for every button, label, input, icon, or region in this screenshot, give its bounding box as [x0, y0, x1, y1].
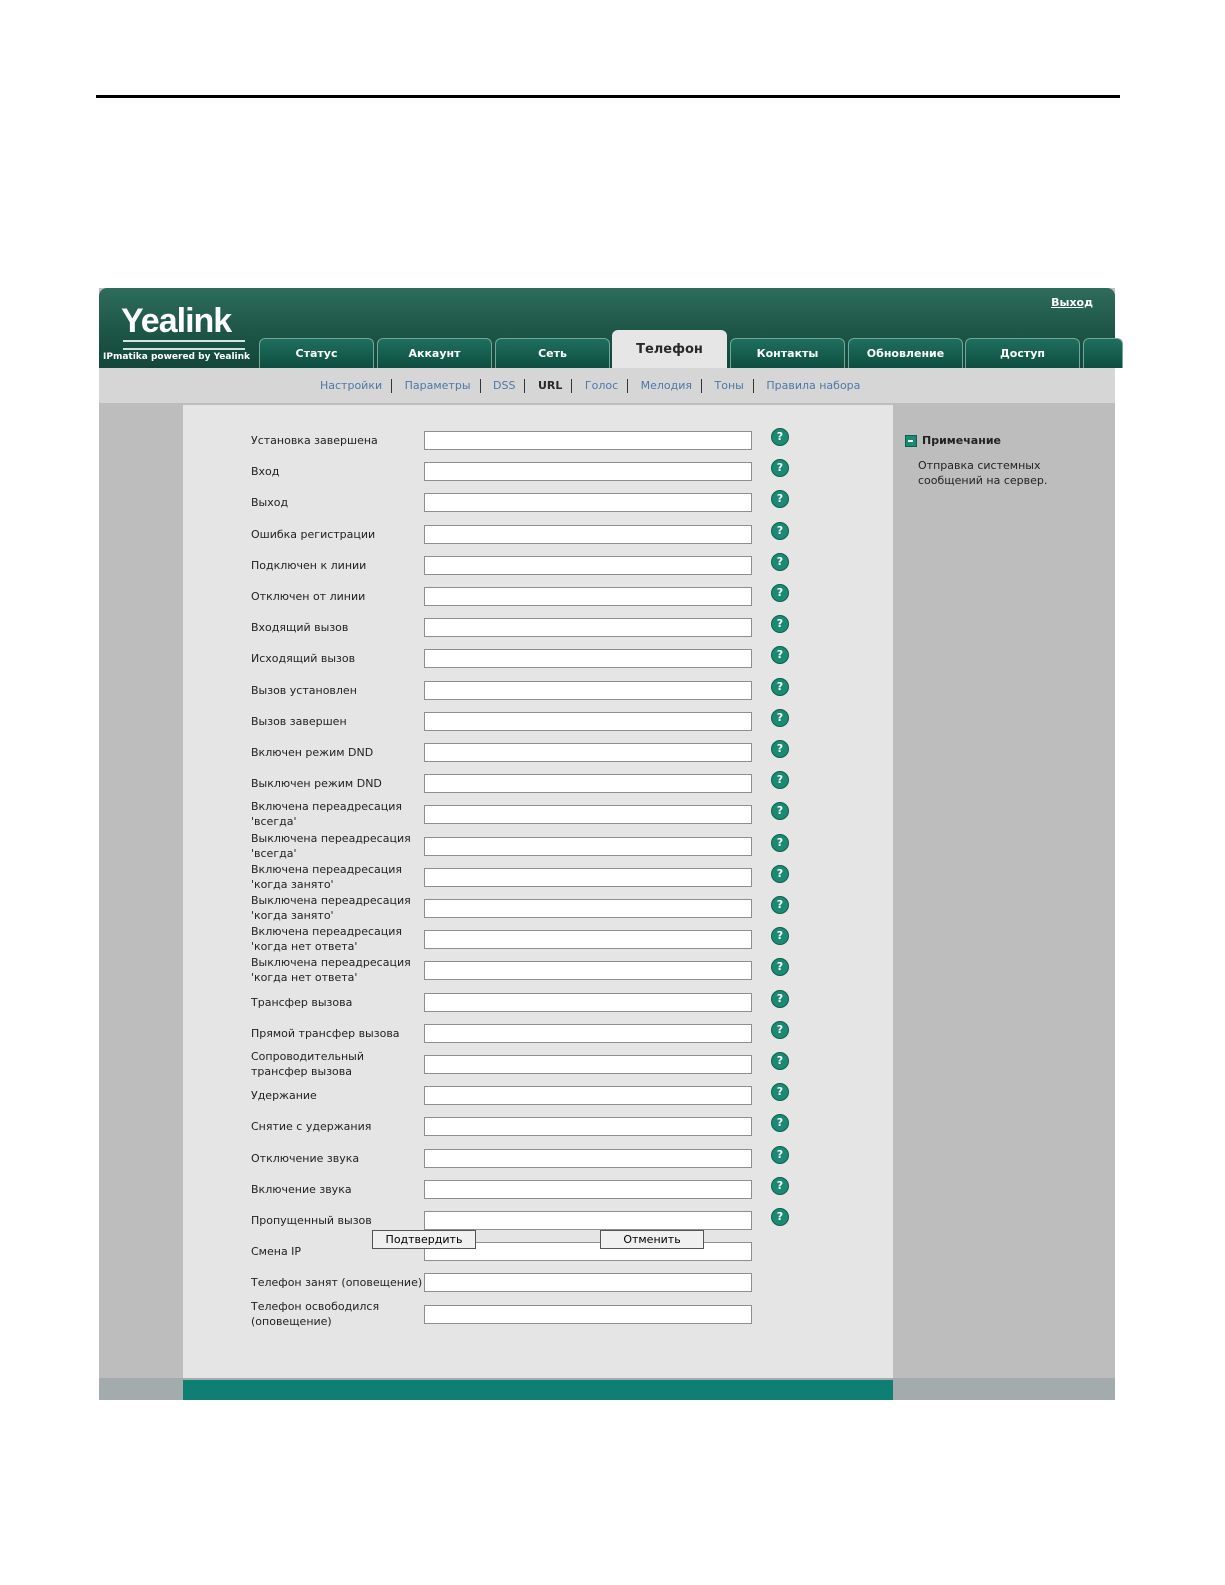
subnav-separator: [571, 379, 572, 393]
row-label: Пропущенный вызов: [251, 1214, 372, 1227]
help-icon[interactable]: ?: [771, 1146, 789, 1164]
url-input[interactable]: [424, 712, 752, 731]
url-input[interactable]: [424, 556, 752, 575]
tab-upgrade[interactable]: Обновление: [848, 338, 963, 368]
row-label: Вход: [251, 465, 280, 479]
confirm-button[interactable]: Подтвердить: [372, 1230, 476, 1249]
tab-network[interactable]: Сеть: [495, 338, 610, 368]
header-bar: [99, 288, 1115, 368]
row-label: Трансфер вызова: [251, 995, 353, 1009]
subnav-settings[interactable]: Настройки: [320, 379, 383, 392]
form-row: [251, 649, 791, 680]
note-body: Отправка системных сообщений на сервер.: [918, 459, 1048, 487]
url-input[interactable]: [424, 1180, 752, 1199]
form-row: [251, 1050, 791, 1086]
url-input[interactable]: [424, 525, 752, 544]
cancel-button[interactable]: Отменить: [600, 1230, 704, 1249]
row-label: Исходящий вызов: [251, 652, 356, 666]
tab-overflow[interactable]: [1083, 338, 1123, 368]
row-label: Выключена переадресация 'когда занято': [251, 894, 411, 922]
row-label: Включена переадресация 'когда занято': [251, 862, 403, 891]
row-label: Прямой трансфер вызова: [251, 1026, 400, 1040]
form-row: [251, 956, 791, 992]
row-label: Вызов установлен: [251, 683, 357, 697]
form-row: [251, 1211, 791, 1242]
url-input[interactable]: [424, 805, 752, 824]
url-input[interactable]: [424, 743, 752, 762]
row-label: Телефон освободился (оповещение): [251, 1299, 380, 1328]
subnav-tones[interactable]: Тоны: [714, 379, 744, 392]
row-label: Телефон занят (оповещение): [251, 1276, 423, 1290]
form-row: [251, 993, 791, 1024]
url-input[interactable]: [424, 431, 752, 450]
url-input[interactable]: [424, 1086, 752, 1105]
help-icon[interactable]: ?: [771, 958, 789, 976]
subnav-separator: [480, 379, 481, 393]
subnav-url[interactable]: URL: [537, 379, 563, 392]
tab-account[interactable]: Аккаунт: [377, 338, 492, 368]
note-panel: [904, 434, 1104, 488]
form-row: [251, 618, 791, 649]
form-row: [251, 1149, 791, 1180]
help-icon[interactable]: ?: [771, 584, 789, 602]
note-icon: [905, 435, 917, 447]
form-row: [251, 462, 791, 493]
row-label: Подключен к линии: [251, 558, 367, 572]
subnav-separator: [627, 379, 628, 393]
url-input[interactable]: [424, 837, 752, 856]
subnav-parameters[interactable]: Параметры: [404, 379, 471, 392]
subnav-separator: [524, 379, 525, 393]
row-label: Выключена переадресация 'когда нет ответа': [251, 956, 411, 985]
help-icon[interactable]: ?: [771, 865, 789, 883]
form-row: [251, 1242, 791, 1273]
logo-stripes: [123, 340, 245, 350]
help-icon[interactable]: ?: [771, 553, 789, 571]
row-label: Снятие с удержания: [251, 1120, 372, 1134]
row-label: Смена IP: [251, 1245, 302, 1259]
subnav-dss[interactable]: DSS: [493, 379, 516, 392]
tab-security[interactable]: Доступ: [965, 338, 1080, 368]
subnav-separator: [753, 379, 754, 393]
row-label: Выход: [251, 496, 289, 510]
row-label: Включена переадресация 'когда нет ответа': [251, 925, 403, 954]
tab-status[interactable]: Статус: [259, 338, 374, 368]
url-input[interactable]: [424, 587, 752, 606]
logo-text: Yealink: [121, 302, 232, 340]
help-icon[interactable]: ?: [771, 771, 789, 789]
tab-contacts[interactable]: Контакты: [730, 338, 845, 368]
note-title: [904, 434, 1104, 447]
url-input[interactable]: [424, 961, 752, 980]
help-icon[interactable]: ?: [771, 428, 789, 446]
url-input[interactable]: [424, 649, 752, 668]
form-row: [251, 681, 791, 712]
logo-tagline: IPmatika powered by Yealink: [103, 352, 251, 362]
url-input[interactable]: [424, 1211, 752, 1230]
help-icon[interactable]: ?: [771, 522, 789, 540]
help-icon[interactable]: ?: [771, 1177, 789, 1195]
subnav-separator: [391, 379, 392, 393]
help-icon[interactable]: ?: [771, 709, 789, 727]
help-icon[interactable]: ?: [771, 1114, 789, 1132]
url-input[interactable]: [424, 1305, 752, 1324]
form-row: [251, 587, 791, 618]
main-tabs: [259, 335, 1115, 368]
subnav-ringtone[interactable]: Мелодия: [640, 379, 693, 392]
row-label: Входящий вызов: [251, 621, 349, 635]
subnav-voice[interactable]: Голос: [584, 379, 619, 392]
help-icon[interactable]: ?: [771, 646, 789, 664]
url-input[interactable]: [424, 493, 752, 512]
row-label: Выключена переадресация 'всегда': [251, 831, 411, 860]
url-input[interactable]: [424, 681, 752, 700]
row-label: Вызов завершен: [251, 714, 347, 728]
row-label: Включен режим DND: [251, 746, 374, 759]
yealink-logo: [99, 288, 257, 368]
url-input[interactable]: [424, 1055, 752, 1074]
help-icon[interactable]: ?: [771, 834, 789, 852]
help-icon[interactable]: ?: [771, 1021, 789, 1039]
sub-navigation: [99, 368, 1115, 403]
note-title-text: Примечание: [922, 434, 1001, 447]
help-icon[interactable]: ?: [771, 678, 789, 696]
logout-link[interactable]: Выход: [1051, 296, 1093, 309]
help-icon[interactable]: ?: [771, 740, 789, 758]
row-label: Отключение звука: [251, 1151, 360, 1165]
row-label: Выключен режим DND: [251, 777, 382, 791]
help-icon[interactable]: ?: [771, 1208, 789, 1226]
help-icon[interactable]: ?: [771, 459, 789, 477]
form-row: [251, 556, 791, 587]
url-input[interactable]: [424, 899, 752, 918]
tab-phone[interactable]: Телефон: [612, 330, 727, 368]
subnav-separator: [701, 379, 702, 393]
form-row: [251, 1299, 791, 1336]
row-label: Ошибка регистрации: [251, 527, 376, 541]
form-row: [251, 712, 791, 743]
help-icon[interactable]: ?: [771, 990, 789, 1008]
help-icon[interactable]: ?: [771, 802, 789, 820]
form-row: [251, 1180, 791, 1211]
row-label: Удержание: [251, 1089, 317, 1103]
help-icon[interactable]: ?: [771, 896, 789, 914]
url-input[interactable]: [424, 1273, 752, 1292]
form-row: [251, 525, 791, 556]
url-settings-form: [183, 405, 893, 1380]
page-top-rule: [96, 95, 1120, 98]
row-label: Отключен от линии: [251, 590, 366, 603]
row-label: Включение звука: [251, 1182, 352, 1196]
url-input[interactable]: [424, 868, 752, 887]
help-icon[interactable]: ?: [771, 1083, 789, 1101]
row-label: Сопроводительный трансфер вызова: [251, 1050, 364, 1078]
url-input[interactable]: [424, 462, 752, 481]
url-input[interactable]: [424, 930, 752, 949]
form-row: [251, 743, 791, 774]
url-input[interactable]: [424, 618, 752, 637]
help-icon[interactable]: ?: [771, 615, 789, 633]
row-label: Включена переадресация 'всегда': [251, 800, 403, 829]
url-input[interactable]: [424, 1117, 752, 1136]
subnav-dial-plan[interactable]: Правила набора: [766, 379, 861, 392]
form-row: [251, 493, 791, 524]
help-icon[interactable]: ?: [771, 490, 789, 508]
help-icon[interactable]: ?: [771, 1052, 789, 1070]
help-icon[interactable]: ?: [771, 927, 789, 945]
form-row: [251, 1117, 791, 1148]
url-input[interactable]: [424, 774, 752, 793]
url-input[interactable]: [424, 1024, 752, 1043]
footer-accent-bar: [183, 1380, 893, 1400]
url-input[interactable]: [424, 1149, 752, 1168]
form-row: [251, 431, 791, 462]
url-input[interactable]: [424, 993, 752, 1012]
form-row: [251, 1086, 791, 1117]
row-label: Установка завершена: [251, 434, 378, 447]
